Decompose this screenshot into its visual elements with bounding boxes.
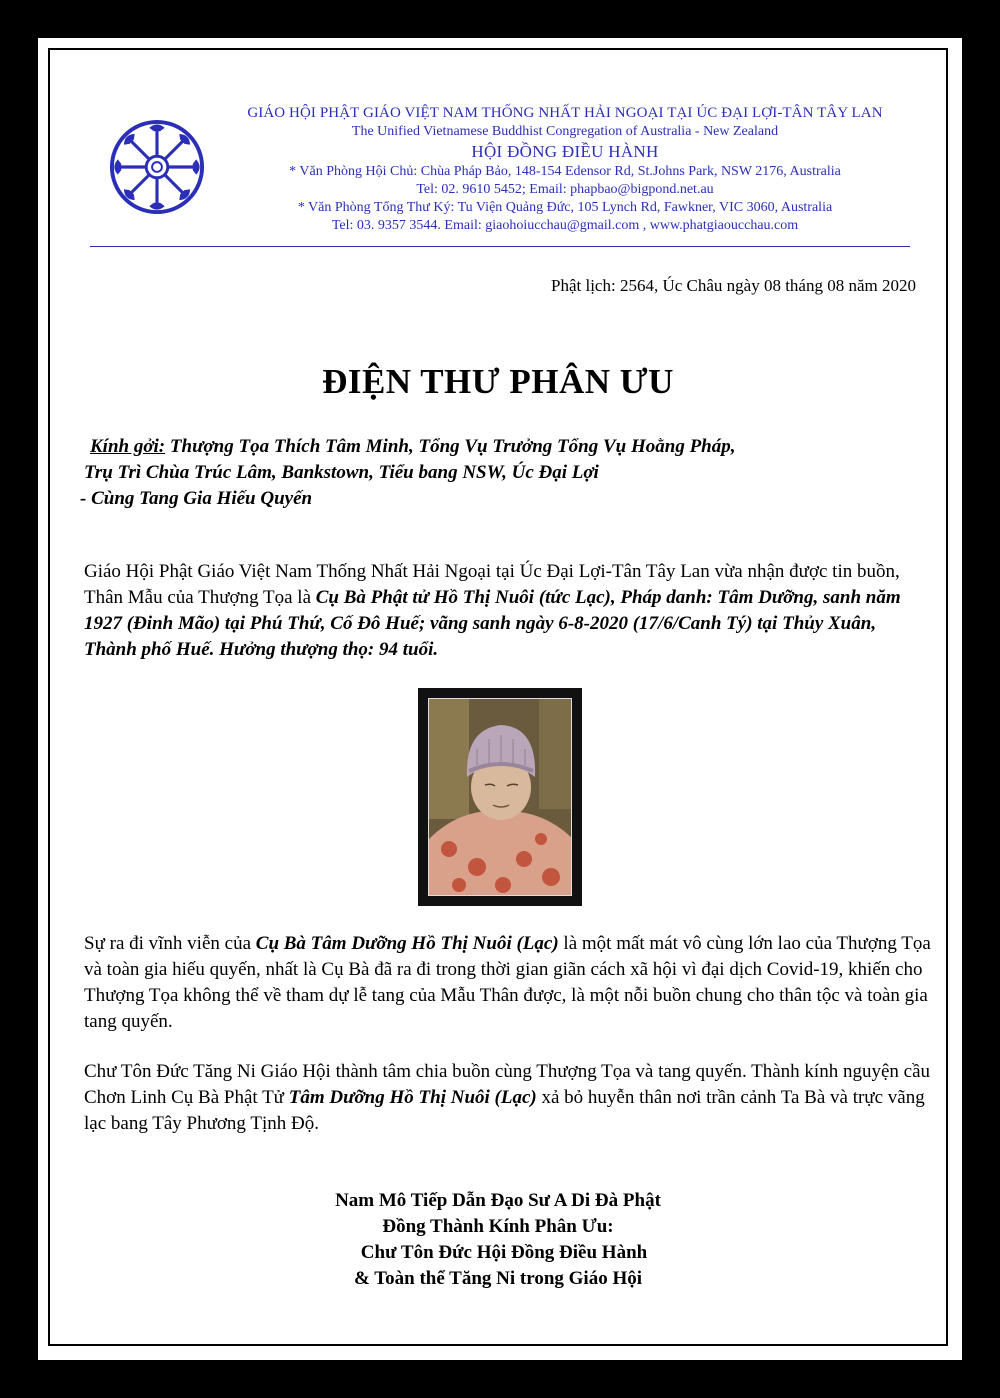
closing-block [50,1188,946,1292]
recipient-line-3: - Cùng Tang Gia Hiếu Quyến [80,488,313,509]
announcement-paragraph [84,559,924,663]
recipient-block [80,434,920,512]
condolence-paragraph [84,931,934,1035]
dharma-wheel-logo [108,118,206,216]
header-office-address-1: * Văn Phòng Hội Chủ: Chùa Pháp Bảo, 148-154 Edensor Rd, St.Johns Park, NSW 2176, Australia [289,164,841,179]
condolence-text-c: là một mất mát vô cùng lớn lao của Thượng Tọa và toàn gia hiếu quyến, nhất là Cụ Bà đã ra đi trong thời gian giãn cách xã hội vì đại dịch Covid-19, khiến cho Thượng Tọa không thể về tham dự lễ tang của Mẫu Thân được, là một nỗi buồn chung cho thân tộc và toàn gia tang quyến. [84,933,931,1032]
prayer-name: Tâm Dưỡng Hồ Thị Nuôi (Lạc) [288,1087,537,1108]
condolence-text-a: Sự ra đi vĩnh viễn của [84,933,256,954]
prayer-text-c: xả bỏ huyễn thân nơi trần cảnh Ta Bà và trực vãng lạc bang Tây Phương Tịnh Độ. [84,1087,925,1134]
recipient-text-1: Thượng Tọa Thích Tâm Minh, Tổng Vụ Trưởng Tổng Vụ Hoằng Pháp, [165,436,736,457]
header-org-name-en: The Unified Vietnamese Buddhist Congregation of Australia - New Zealand [351,124,779,139]
closing-line-2: Đồng Thành Kính Phân Ưu: [382,1216,614,1237]
header-office-contact-2: Tel: 03. 9357 3544. Email: giaohoiucchau@gmail.com , www.phatgiaoucchau.com [331,218,799,233]
closing-line-4: & Toàn thể Tăng Ni trong Giáo Hội [353,1268,643,1289]
organization-header [220,104,910,235]
closing-line-3: Chư Tôn Đức Hội Đồng Điều Hành [360,1242,648,1263]
condolence-name: Cụ Bà Tâm Dưỡng Hồ Thị Nuôi (Lạc) [255,933,559,954]
announcement-text: Giáo Hội Phật Giáo Việt Nam Thống Nhất Hải Ngoại tại Úc Đại Lợi-Tân Tây Lan vừa nhận được tin buồn, Thân Mẫu của Thượng Tọa là [84,561,900,608]
recipient-label: Kính gởi: [90,436,166,457]
header-office-contact-1: Tel: 02. 9610 5452; Email: phapbao@bigpond.net.au [416,182,714,197]
header-office-address-2: * Văn Phòng Tổng Thư Ký: Tu Viện Quảng Đức, 105 Lynch Rd, Fawkner, VIC 3060, Australia [297,200,833,215]
recipient-line-1 [80,434,920,460]
date-line: Phật lịch: 2564, Úc Châu ngày 08 tháng 08 năm 2020 [551,276,916,295]
recipient-line-2: Trụ Trì Chùa Trúc Lâm, Bankstown, Tiểu bang NSW, Úc Đại Lợi [84,462,599,483]
page-title: ĐIỆN THƯ PHÂN ƯU [322,362,674,401]
prayer-text-a: Chư Tôn Đức Tăng Ni Giáo Hội thành tâm chia buồn cùng Thượng Tọa và tang quyến. Thành kính nguyện cầu Chơn Linh Cụ Bà Phật Tử [84,1061,931,1108]
header-org-name-vi: GIÁO HỘI PHẬT GIÁO VIỆT NAM THỐNG NHẤT HẢI NGOẠI TẠI ÚC ĐẠI LỢI-TÂN TÂY LAN [247,105,883,121]
header-council-name: HỘI ĐỒNG ĐIỀU HÀNH [471,142,659,161]
closing-line-1: Nam Mô Tiếp Dẫn Đạo Sư A Di Đà Phật [335,1190,661,1211]
announcement-details: Cụ Bà Phật tử Hồ Thị Nuôi (tức Lạc), Pháp danh: Tâm Dưỡng, sanh năm 1927 (Đinh Mão) tại Phú Thứ, Cố Đô Huế; vãng sanh ngày 6-8-2020 (17/6/Canh Tý) tại Thủy Xuân, Thành phố Huế. Hưởng thượng thọ: 94 tuổi. [84,587,901,660]
header-divider [90,246,910,247]
portrait-illustration [429,699,571,895]
document-page [50,50,946,1344]
memorial-photo [428,698,572,896]
prayer-paragraph [84,1059,934,1137]
memorial-photo-frame [418,688,582,906]
